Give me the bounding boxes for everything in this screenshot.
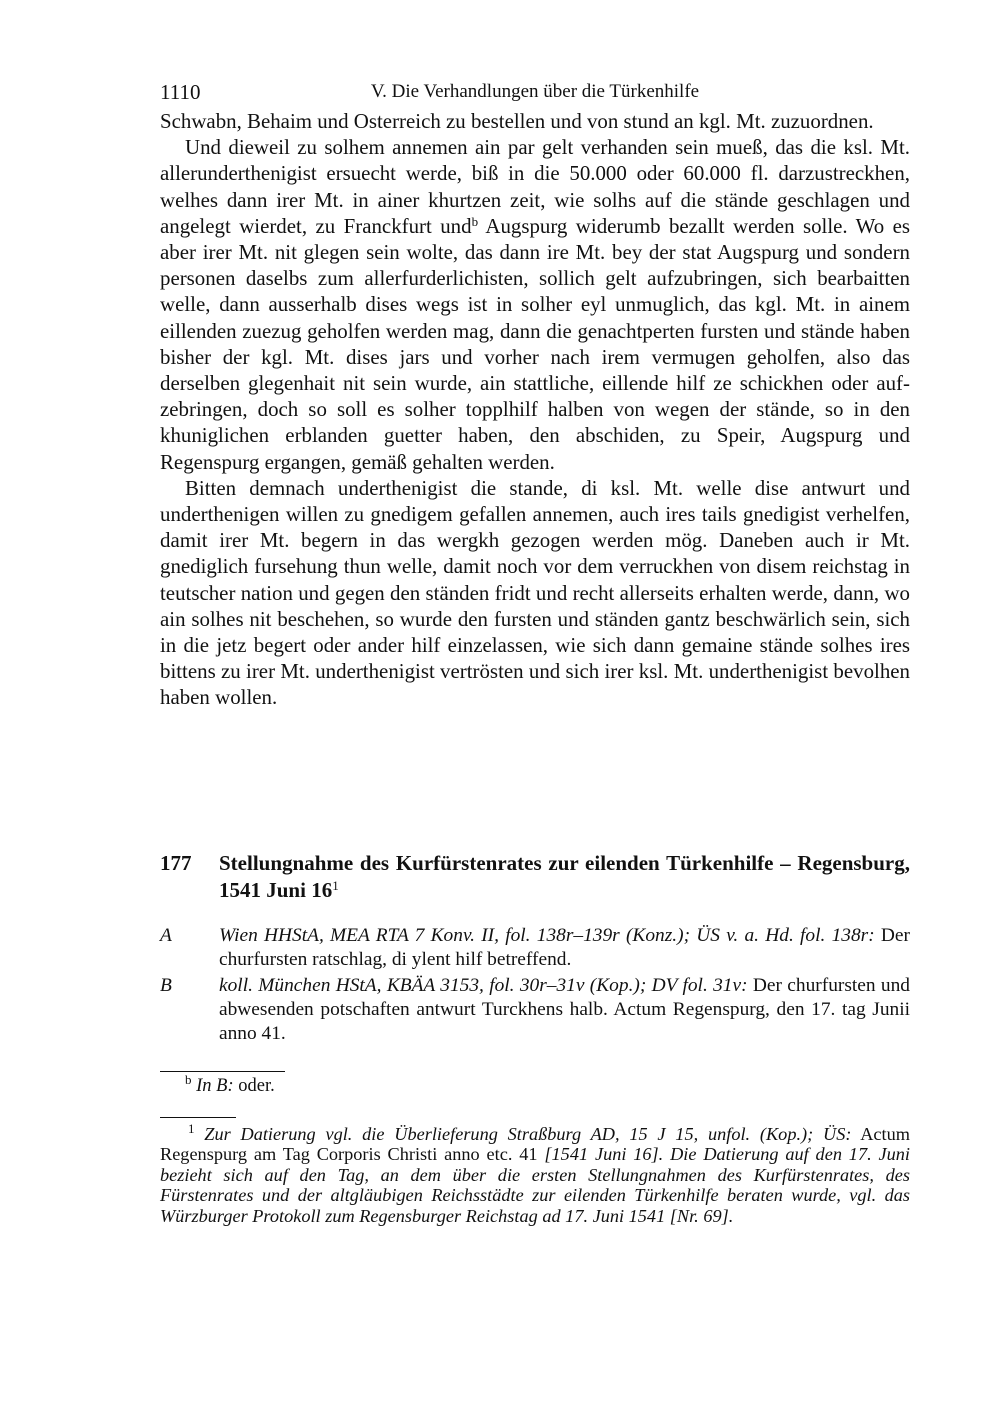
paragraph-2-part-a: Und dieweil zu solhem annemen ain par gelt verhanden sein mueß, das die ksl. Mt. allerunderthenigist ersuecht werde, biß in die 50.000 oder 60.000 fl. darzustreckhen, welhes dann irer Mt. in ainer khurtzen zeit, wie solhs auf die stände geschlagen und angelegt wierdet, zu Franckfurt und: [160, 135, 910, 238]
paragraph-3: Bitten demnach underthenigist die stande, di ksl. Mt. welle dise antwurt und underthenigen willen zu gnedigem gefallen annemen, auch ires tails gnedigist verhelfen, damit irer Mt. begern in das wergkh gezogen werden mög. Daneben auch ir Mt. gnediglich fursehung thun welle, damit noch vor dem verruckhen von disem reichstag in teutscher nation und gegen den ständen fridt und recht allerseits erhalten werde, dann, wo ain solhes nit beschehen, so wurde den fursten und ständen gantz beschwärlich sein, sich in die jetz begert oder ander hilf einzelassen, wie sich dann gemaine stände solhes ires bittens zu irer Mt. underthenigist vertrösten und sich irer ksl. Mt. underthenigist bevolhen haben wollen.: [160, 475, 910, 710]
footnote-1-roman-1: Actum Regenspurg am Tag Corporis Christi anno etc. 41: [160, 1124, 910, 1165]
page-number: 1110: [160, 80, 201, 104]
footnote-b-mark: b: [185, 1072, 192, 1087]
source-sigil: A: [160, 925, 172, 946]
footnote-1-mark: 1: [188, 1121, 195, 1136]
footnote-divider-textual: [160, 1071, 285, 1072]
source-entry: [160, 924, 910, 972]
source-quote: Der churfursten und abwesenden potschaften antwurt Turckhens halb. Actum Regenspurg, den 17. tag Junii anno 41.: [219, 975, 910, 1044]
source-quote: Der churfursten ratschlag, di ylent hilf betreffend.: [219, 925, 910, 970]
source-reference: Wien HHStA, MEA RTA 7 Konv. II, fol. 138r–139r (Konz.); ÜS v. a. Hd. fol. 138r:: [219, 925, 875, 946]
running-title: V. Die Verhandlungen über die Türkenhilfe: [370, 81, 700, 102]
source-list: [160, 924, 910, 1048]
footnote-1-italic-1: Zur Datierung vgl. die Überlieferung Straßburg AD, 15 J 15, unfol. (Kop.); ÜS:: [194, 1124, 852, 1144]
footnote-mark-b: b: [471, 213, 479, 229]
source-description: [219, 924, 910, 972]
paragraph-2-part-b: Augspurg widerumb bezallt werden solle. Wo es aber irer Mt. nit glegen sein wolte, das dann ire Mt. bey der stat Augspurg und sondern personen daselbs zum allerfurderlichisten, sollich gelt aufzubringen, sich bearbaitten welle, dann ausserhalb dises wegs ist in solher eyl unmuglich, das kgl. Mt. in ainem eillenden zuezug geholfen werden mag, dann die genachtperten fursten und stände haben bisher der kgl. Mt. dises jars und vorher nach irem vermugen geholfen, also das derselben glegenhait nit sein wurde, ain stattliche, eillende hilf ze schickhen oder aufzebringen, doch so soll es solher topplhilf halben von wegen der stände, so in den khuniglichen erblanden guetter haben, den abschiden, zu Speir, Augspurg und Regenspurg ergangen, gemäß gehalten werden.: [160, 213, 910, 474]
footnote-divider-commentary: [160, 1117, 236, 1118]
footnote-b-reference: In B:: [196, 1076, 234, 1096]
footnote-mark-1: 1: [332, 878, 339, 893]
footnote-1-italic-2: [1541 Juni 16]. Die Datierung auf den 17. Juni bezieht sich auf den Tag, an dem über die ersten Stellungnahmen des Kurfürstenrates, des Fürstenrates und der altgläubigen Reichsstädte zur eilenden Türkenhilfe beraten wurde, vgl. das Würzburger Protokoll zum Regensburger Reichstag ad 17. Juni 1541 [Nr. 69].: [160, 1144, 910, 1226]
body-text: [160, 108, 910, 711]
footnote-b: [185, 1074, 275, 1098]
source-description: [219, 974, 910, 1046]
footnote-b-text: oder.: [233, 1076, 275, 1096]
source-sigil: B: [160, 975, 172, 996]
source-entry: [160, 974, 910, 1046]
document-number: 177: [160, 851, 192, 875]
running-head: [160, 78, 910, 108]
document-title: [219, 850, 910, 904]
document-title-text: Stellungnahme des Kurfürstenrates zur eilenden Türkenhilfe – Regensburg, 1541 Juni 16: [219, 851, 910, 902]
source-reference: koll. München HStA, KBÄA 3153, fol. 30r–31v (Kop.); DV fol. 31v:: [219, 975, 748, 996]
document-heading: [160, 850, 910, 904]
footnote-1: [160, 1121, 910, 1226]
paragraph-2: [160, 134, 910, 475]
page: [160, 78, 910, 1226]
paragraph-1: Schwabn, Behaim und Osterreich zu bestellen und von stund an kgl. Mt. zuzuordnen.: [160, 109, 874, 133]
